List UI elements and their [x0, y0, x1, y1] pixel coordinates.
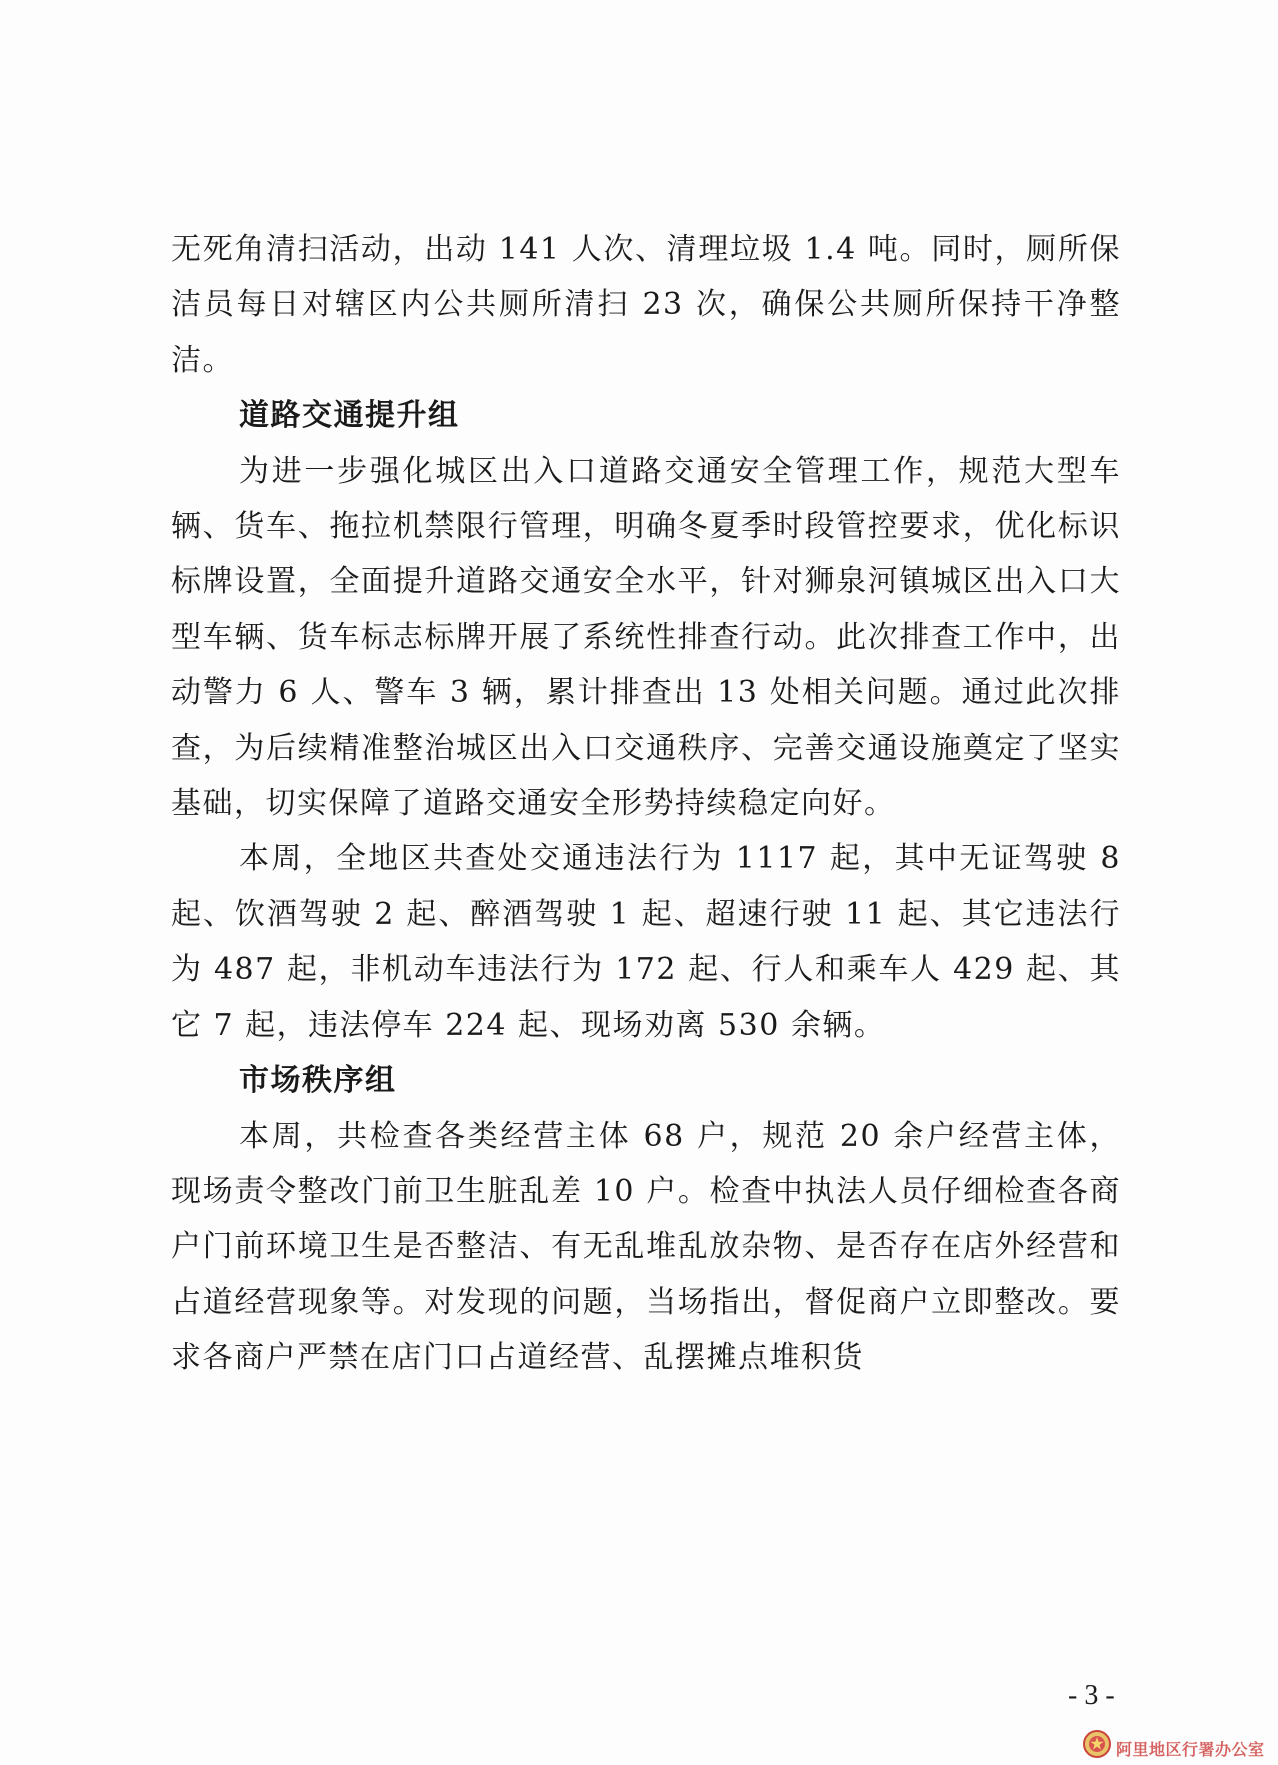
watermark-text: 阿里地区行署办公室 — [1116, 1740, 1265, 1759]
section-heading-market: 市场秩序组 — [239, 1063, 397, 1099]
paragraph-traffic-inspection: 为进一步强化城区出入口道路交通安全管理工作，规范大型车辆、货车、拖拉机禁限行管理，明确冬夏季时段管控要求，优化标识标牌设置，全面提升道路交通安全水平，针对狮泉河镇城区出入口大型车辆、货车标志标牌开展了系统性排查行动。此次排查工作中，出动警力 6 人、警车 3 辆，累计排查出 13 处相关问题。通过此次排查，为后续精准整治城区出入口交通秩序、完善交通设施奠定了坚实基础，切实保障了道路交通安全形势持续稳定向好。 — [171, 453, 1121, 822]
document-body — [171, 222, 1121, 1386]
section-heading-traffic: 道路交通提升组 — [239, 398, 460, 434]
paragraph-traffic-violations: 本周，全地区共查处交通违法行为 1117 起，其中无证驾驶 8 起、饮酒驾驶 2 起、醉酒驾驶 1 起、超速行驶 11 起、其它违法行为 487 起，非机动车违法行为 172 起、行人和乘车人 429 起、其它 7 起，违法停车 224 起、现场劝离 530 余辆。 — [171, 841, 1121, 1043]
paragraph-market-inspection: 本周，共检查各类经营主体 68 户，规范 20 余户经营主体，现场责令整改门前卫生脏乱差 10 户。检查中执法人员仔细检查各商户门前环境卫生是否整洁、有无乱堆乱放杂物、是否存在店外经营和占道经营现象等。对发现的问题，当场指出，督促商户立即整改。要求各商户严禁在店门口占道经营、乱摆摊点堆积货 — [171, 1118, 1121, 1376]
page-number: - 3 - — [1068, 1680, 1115, 1711]
paragraph-sanitation: 无死角清扫活动，出动 141 人次、清理垃圾 1.4 吨。同时，厕所保洁员每日对辖区内公共厕所清扫 23 次，确保公共厕所保持干净整洁。 — [171, 232, 1121, 378]
source-watermark — [1076, 1717, 1276, 1763]
national-emblem-icon — [1082, 1729, 1112, 1759]
tibetan-script-line — [1098, 1719, 1268, 1729]
